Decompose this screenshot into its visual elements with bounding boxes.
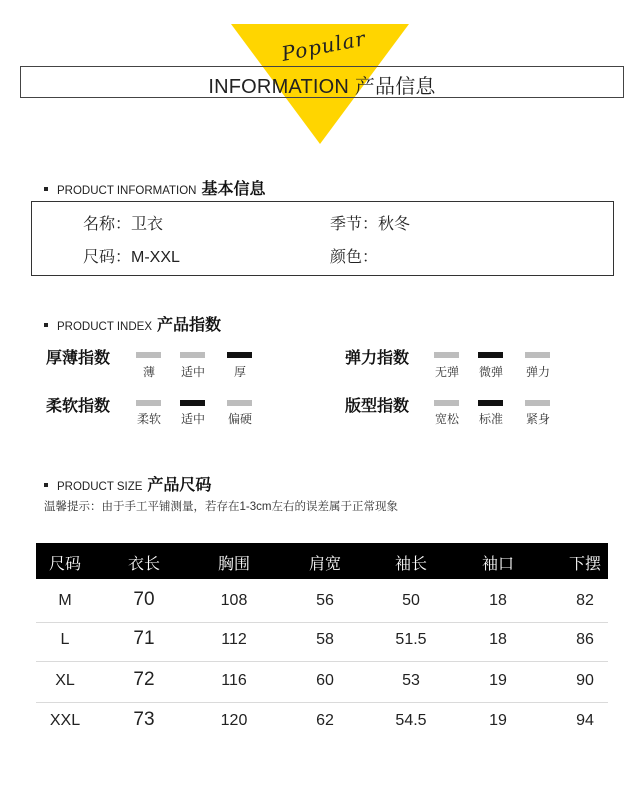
table-header-cell: 胸围 <box>217 556 250 573</box>
info-season: 季节：秋冬 <box>330 216 411 233</box>
table-cell: 58 <box>316 631 334 648</box>
index-bar-fit-2 <box>525 400 550 406</box>
index-bar-softness-1 <box>180 400 205 406</box>
table-cell: 19 <box>489 712 507 729</box>
section-title-cn: 基本信息 <box>201 181 266 198</box>
info-size: 尺码：M-XXL <box>83 249 180 266</box>
table-row-divider <box>36 622 608 623</box>
page-title: INFORMATION 产品信息 <box>208 76 436 98</box>
index-bar-thickness-0 <box>136 352 161 358</box>
index-option-fit-1: 标准 <box>478 412 503 426</box>
index-bar-thickness-2 <box>227 352 252 358</box>
table-header-cell: 衣长 <box>127 556 160 573</box>
table-cell: 112 <box>221 631 247 648</box>
table-cell: 71 <box>133 628 155 649</box>
index-bar-elasticity-1 <box>478 352 503 358</box>
bullet-icon <box>44 187 48 191</box>
table-cell: 120 <box>220 712 248 729</box>
table-cell: 18 <box>489 592 507 609</box>
index-bar-softness-0 <box>136 400 161 406</box>
info-color: 颜色： <box>330 249 379 266</box>
index-option-softness-2: 偏硬 <box>227 412 252 426</box>
section-title-en: PRODUCT INFORMATION <box>57 185 197 197</box>
section-header-index <box>44 312 221 335</box>
table-cell: 62 <box>316 712 334 729</box>
table-header-cell: 袖口 <box>481 556 514 573</box>
table-header-cell: 袖长 <box>394 556 427 573</box>
bullet-icon <box>44 483 48 487</box>
table-header-cell: 下摆 <box>568 556 601 573</box>
index-bar-fit-0 <box>434 400 459 406</box>
table-cell: 18 <box>489 631 507 648</box>
section-title-cn: 产品尺码 <box>147 477 212 494</box>
index-label-softness: 柔软指数 <box>46 398 111 415</box>
index-option-fit-2: 紧身 <box>525 412 550 426</box>
measurement-notice: 温馨提示：由于手工平铺测量，若存在1-3cm左右的误差属于正常现象 <box>44 501 398 513</box>
section-title-en: PRODUCT INDEX <box>57 321 152 333</box>
table-cell: 72 <box>133 669 155 690</box>
section-title-en: PRODUCT SIZE <box>57 481 143 493</box>
index-bar-elasticity-0 <box>434 352 459 358</box>
index-option-elasticity-2: 弹力 <box>525 365 550 379</box>
section-header-basic <box>44 176 266 199</box>
table-cell: 86 <box>576 631 594 648</box>
table-cell: 82 <box>576 592 594 609</box>
index-label-fit: 版型指数 <box>345 398 410 415</box>
table-cell: 50 <box>402 592 420 609</box>
table-cell: 53 <box>402 672 420 689</box>
index-option-elasticity-1: 微弹 <box>478 365 503 379</box>
popular-text: Popular <box>279 26 368 66</box>
index-bar-thickness-1 <box>180 352 205 358</box>
table-cell: 94 <box>576 712 594 729</box>
index-bar-softness-2 <box>227 400 252 406</box>
index-label-elasticity: 弹力指数 <box>345 350 410 367</box>
section-header-size <box>44 472 211 495</box>
table-cell: XXL <box>49 712 81 729</box>
table-cell: 51.5 <box>395 631 427 648</box>
table-cell: 90 <box>576 672 594 689</box>
table-cell: 60 <box>316 672 334 689</box>
table-cell: 19 <box>489 672 507 689</box>
index-label-thickness: 厚薄指数 <box>46 350 111 367</box>
table-row-divider <box>36 661 608 662</box>
table-header-cell: 肩宽 <box>308 556 341 573</box>
table-cell: 70 <box>133 589 155 610</box>
index-bar-elasticity-2 <box>525 352 550 358</box>
index-option-softness-0: 柔软 <box>136 412 161 426</box>
index-bar-fit-1 <box>478 400 503 406</box>
table-cell: 116 <box>221 672 247 689</box>
table-header-cell: 尺码 <box>48 556 81 573</box>
index-option-thickness-2: 厚 <box>233 365 246 379</box>
table-cell: 73 <box>133 709 155 730</box>
index-option-elasticity-0: 无弹 <box>434 365 459 379</box>
index-option-thickness-0: 薄 <box>142 365 155 379</box>
section-title-cn: 产品指数 <box>157 317 222 334</box>
table-row-divider <box>36 702 608 703</box>
index-option-softness-1: 适中 <box>180 412 205 426</box>
table-cell: XL <box>55 672 75 689</box>
table-cell: 54.5 <box>395 712 427 729</box>
index-option-fit-0: 宽松 <box>434 412 459 426</box>
index-option-thickness-1: 适中 <box>180 365 205 379</box>
bullet-icon <box>44 323 48 327</box>
table-cell: 56 <box>316 592 334 609</box>
info-name: 名称：卫衣 <box>83 216 164 233</box>
table-cell: 108 <box>220 592 248 609</box>
table-cell: M <box>58 592 72 609</box>
table-cell: L <box>60 631 70 648</box>
